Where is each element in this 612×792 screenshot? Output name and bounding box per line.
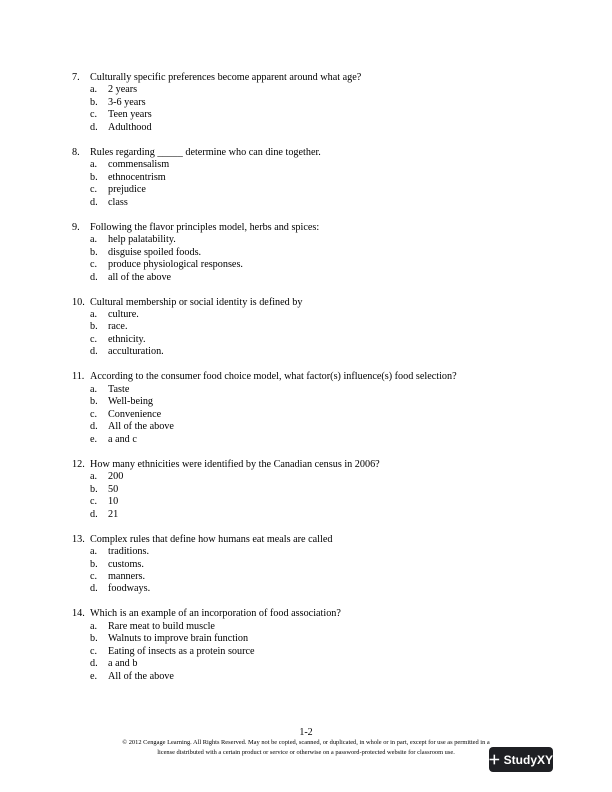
question-text: Culturally specific preferences become apparent around what age? xyxy=(90,72,362,83)
option-text: Adulthood xyxy=(108,121,152,133)
option-text: class xyxy=(108,196,128,208)
answer-option xyxy=(72,334,552,346)
answer-option xyxy=(72,97,552,109)
answer-options xyxy=(72,309,552,359)
option-letter: d. xyxy=(90,508,98,520)
question-text: Which is an example of an incorporation of food association? xyxy=(90,608,341,620)
question-number: 7. xyxy=(72,72,80,83)
option-text: 3-6 years xyxy=(108,96,146,108)
option-text: Well-being xyxy=(108,396,154,408)
option-text: 50 xyxy=(108,483,119,495)
answer-option xyxy=(72,409,552,421)
option-letter: d. xyxy=(90,658,98,670)
option-text: a and b xyxy=(108,658,138,670)
option-letter: b. xyxy=(90,321,98,333)
answer-options xyxy=(72,471,552,521)
question xyxy=(72,297,552,359)
option-letter: b. xyxy=(90,633,98,645)
option-letter: c. xyxy=(90,109,98,121)
option-letter: c. xyxy=(90,259,98,271)
answer-option xyxy=(72,321,552,333)
question-text: How many ethnicities were identified by the Canadian census in 2006? xyxy=(90,458,380,470)
question-stem xyxy=(72,534,552,546)
option-text: ethnicity. xyxy=(108,333,146,345)
answer-option xyxy=(72,559,552,571)
option-letter: a. xyxy=(90,234,98,246)
copyright-notice xyxy=(70,738,542,757)
answer-option xyxy=(72,509,552,521)
answer-option xyxy=(72,434,552,446)
option-letter: a. xyxy=(90,546,98,558)
answer-options xyxy=(72,546,552,596)
question-text: Rules regarding _____ determine who can dine together. xyxy=(90,146,321,158)
answer-option xyxy=(72,658,552,670)
answer-option xyxy=(72,496,552,508)
option-letter: d. xyxy=(90,346,98,358)
question xyxy=(72,72,552,134)
answer-option xyxy=(72,172,552,184)
option-letter: c. xyxy=(90,408,98,420)
question-number: 13. xyxy=(72,533,85,545)
option-text: Rare meat to build muscle xyxy=(108,620,215,632)
option-letter: d. xyxy=(90,421,98,433)
option-text: 2 years xyxy=(108,84,138,96)
option-text: help palatability. xyxy=(108,234,176,246)
option-text: Eating of insects as a protein source xyxy=(108,645,255,657)
option-text: acculturation. xyxy=(108,346,164,358)
question xyxy=(72,459,552,521)
answer-option xyxy=(72,272,552,284)
option-letter: c. xyxy=(90,333,98,345)
answer-option xyxy=(72,159,552,171)
answer-option xyxy=(72,396,552,408)
question xyxy=(72,147,552,209)
option-letter: b. xyxy=(90,558,98,570)
option-letter: d. xyxy=(90,196,98,208)
option-letter: a. xyxy=(90,159,98,171)
question-number: 14. xyxy=(72,608,85,620)
option-text: Walnuts to improve brain function xyxy=(108,633,249,645)
option-text: disguise spoiled foods. xyxy=(108,246,202,258)
answer-option xyxy=(72,197,552,209)
answer-option xyxy=(72,646,552,658)
question-stem xyxy=(72,72,552,84)
option-text: culture. xyxy=(108,309,139,321)
option-text: 21 xyxy=(108,508,119,520)
copyright-line-1: © 2012 Cengage Learning. All Rights Reserved. May not be copied, scanned, or duplicated, in whole or in part, except for use as permitted in a xyxy=(122,739,490,746)
answer-option xyxy=(72,247,552,259)
option-letter: c. xyxy=(90,184,98,196)
option-text: All of the above xyxy=(108,421,174,433)
answer-option xyxy=(72,571,552,583)
answer-option xyxy=(72,384,552,396)
question-number: 9. xyxy=(72,221,80,233)
answer-option xyxy=(72,109,552,121)
option-text: Taste xyxy=(108,383,130,395)
answer-option xyxy=(72,84,552,96)
question xyxy=(72,222,552,284)
question-number: 12. xyxy=(72,458,85,470)
answer-option xyxy=(72,421,552,433)
answer-options xyxy=(72,621,552,683)
option-text: Teen years xyxy=(108,109,152,121)
option-text: race. xyxy=(108,321,128,333)
option-text: traditions. xyxy=(108,546,150,558)
option-text: customs. xyxy=(108,558,144,570)
option-text: a and c xyxy=(108,433,137,445)
option-text: commensalism xyxy=(108,159,170,171)
question-number: 8. xyxy=(72,146,80,158)
option-text: 200 xyxy=(108,471,124,483)
question-stem xyxy=(72,608,552,620)
page-number: 1-2 xyxy=(299,727,313,738)
option-letter: c. xyxy=(90,570,98,582)
answer-option xyxy=(72,184,552,196)
option-letter: d. xyxy=(90,583,98,595)
question xyxy=(72,608,552,683)
option-letter: a. xyxy=(90,383,98,395)
question xyxy=(72,371,552,446)
watermark-label: StudyXY xyxy=(503,752,553,767)
answer-options xyxy=(72,159,552,209)
option-letter: d. xyxy=(90,271,98,283)
option-letter: a. xyxy=(90,309,98,321)
option-letter: a. xyxy=(90,84,98,96)
option-letter: c. xyxy=(90,496,98,508)
question-stem xyxy=(72,222,552,234)
option-letter: d. xyxy=(90,121,98,133)
question-stem xyxy=(72,459,552,471)
option-letter: b. xyxy=(90,483,98,495)
question-stem xyxy=(72,297,552,309)
option-letter: b. xyxy=(90,96,98,108)
question-number: 10. xyxy=(72,296,85,308)
question-number: 11. xyxy=(72,371,85,383)
studyxy-watermark[interactable] xyxy=(489,747,553,772)
option-letter: b. xyxy=(90,246,98,258)
option-text: all of the above xyxy=(108,271,172,283)
answer-options xyxy=(72,84,552,134)
answer-option xyxy=(72,259,552,271)
answer-option xyxy=(72,346,552,358)
option-letter: a. xyxy=(90,620,98,632)
answer-option xyxy=(72,633,552,645)
plus-icon xyxy=(489,754,500,765)
question xyxy=(72,534,552,596)
answer-option xyxy=(72,309,552,321)
answer-option xyxy=(72,484,552,496)
option-letter: a. xyxy=(90,471,98,483)
answer-option xyxy=(72,471,552,483)
answer-options xyxy=(72,234,552,284)
option-text: prejudice xyxy=(108,184,146,196)
option-letter: c. xyxy=(90,645,98,657)
question-stem xyxy=(72,147,552,159)
question-text: Cultural membership or social identity is defined by xyxy=(90,296,303,308)
option-text: Convenience xyxy=(108,408,162,420)
question-text: According to the consumer food choice model, what factor(s) influence(s) food selection? xyxy=(90,371,457,383)
answer-option xyxy=(72,122,552,134)
question-list xyxy=(72,72,552,696)
answer-option xyxy=(72,621,552,633)
answer-options xyxy=(72,384,552,446)
question-text: Following the flavor principles model, herbs and spices: xyxy=(90,221,320,233)
answer-option xyxy=(72,583,552,595)
question-stem xyxy=(72,371,552,383)
answer-option xyxy=(72,234,552,246)
option-letter: b. xyxy=(90,171,98,183)
option-text: ethnocentrism xyxy=(108,171,166,183)
option-letter: e. xyxy=(90,670,98,682)
option-text: All of the above xyxy=(108,670,174,682)
option-letter: b. xyxy=(90,396,98,408)
copyright-line-2: license distributed with a certain product or service or otherwise on a password-protected website for classroom use. xyxy=(157,748,455,756)
option-text: foodways. xyxy=(108,583,151,595)
answer-option xyxy=(72,671,552,683)
option-text: manners. xyxy=(108,570,146,582)
option-text: produce physiological responses. xyxy=(108,259,243,271)
option-text: 10 xyxy=(108,496,119,508)
option-letter: e. xyxy=(90,433,98,445)
answer-option xyxy=(72,546,552,558)
question-text: Complex rules that define how humans eat meals are called xyxy=(90,533,333,545)
